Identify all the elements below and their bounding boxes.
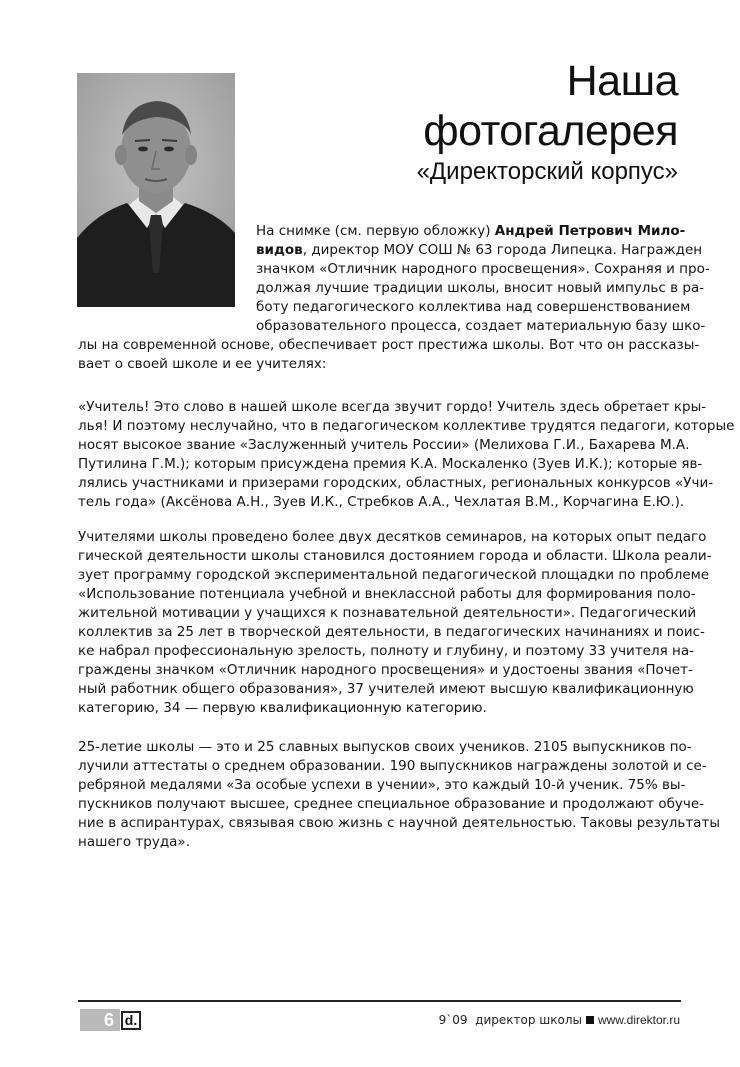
page-title-line-2: фотогалерея [423,107,678,155]
director-name-part-2: видов [256,242,303,258]
intro-text: , директор МОУ СОШ № 63 города Липецка. Награжден [302,242,703,258]
magazine-name: директор школы [475,1013,582,1027]
intro-line-3: значком «Отличник народного просвещения». Сохраняя и про- [256,261,710,277]
paragraph-line: 25-летие школы — это и 25 славных выпусков своих учеников. 2105 выпускников по- [78,739,692,755]
quote-line: носят высокое звание «Заслуженный учитель России» (Мелихова Г.И., Бахарева М.А. [78,437,690,453]
paragraph-line: зует программу городской экспериментальной педагогической площадки по проблеме [78,567,710,583]
intro-line-5: боту педагогического коллектива над совершенствованием [256,299,691,315]
magazine-logo-icon: d. [121,1011,141,1030]
paragraph-line: категорию, 34 — первую квалификационную категорию. [78,700,487,716]
footer-divider [78,1000,681,1002]
issue-number: 9`09 [438,1013,468,1027]
intro-line-2 [256,241,702,259]
magazine-url-link[interactable]: www.direktor.ru [597,1013,680,1027]
paragraph-line: ребряной медалями «За особые успехи в учении», это каждый 10-й ученик. 75% вы- [78,777,686,793]
intro-line-1 [256,222,685,240]
paragraph-line: ный работник общего образования», 37 учителей имеют высшую квалификационную [78,681,694,697]
paragraph-line: «Использование потенциала учебной и внеклассной работы для формирования поло- [78,586,696,602]
quote-line: Путилина Г.М.); которым присуждена премия К.А. Москаленко (Зуев И.К.); которые яв- [78,456,703,472]
paragraph-line: нашего труда». [78,834,190,850]
paragraph-line: пускников получают высшее, среднее специальное образование и продолжают обуче- [78,796,705,812]
quote-line: лялись участниками и призерами городских, областных, региональных конкурсов «Учи- [78,475,714,491]
intro-line-4: должая лучшие традиции школы, вносит новый импульс в ра- [256,280,705,296]
footer-masthead [439,1013,680,1027]
paragraph-line: коллектив за 25 лет в творческой деятельности, в педагогических начинаниях и поис- [78,624,705,640]
paragraph-line: жительной мотивации у учащихся к познавательной деятельности». Педагогический [78,605,697,621]
quote-line: лья! И поэтому неслучайно, что в педагогическом коллективе трудятся педагоги, которые [78,418,735,434]
portrait-photo [77,73,235,307]
portrait-illustration [77,73,235,307]
paragraph-line: лучили аттестаты о среднем образовании. 190 выпускников награждены золотой и се- [78,758,707,774]
quote-line: «Учитель! Это слово в нашей школе всегда звучит гордо! Учитель здесь обретает кры- [78,399,707,415]
square-bullet-icon [586,1016,594,1024]
director-name-part-1: Андрей Петрович Мило- [494,223,686,239]
intro-line-7: лы на современной основе, обеспечивает рост престижа школы. Вот что он рассказы- [78,337,700,353]
intro-lead-text: На снимке (см. первую обложку) [256,223,495,239]
quote-line: тель года» (Аксёнова А.Н., Зуев И.К., Стребков А.А., Чехлатая В.М., Корчагина Е.Ю.). [78,494,685,510]
page-number: 6 [80,1009,120,1031]
paragraph-line: ние в аспирантурах, связывая свою жизнь с научной деятельностью. Таковы результаты [78,815,720,831]
paragraph-line: Учителями школы проведено более двух десятков семинаров, на которых опыт педаго [78,529,707,545]
paragraph-line: граждены значком «Отличник народного просвещения» и удостоены звания «Почет- [78,662,693,678]
intro-line-8: вает о своей школе и ее учителях: [78,356,327,372]
page-subtitle: «Директорский корпус» [416,158,678,185]
paragraph-line: гической деятельности школы становился достоянием города и области. Школа реали- [78,548,712,564]
page-title-line-1: Наша [566,57,678,105]
intro-line-6: образовательного процесса, создает материальную базу шко- [256,318,706,334]
paragraph-line: ке набрал профессиональную зрелость, полноту и глубину, и поэтому 33 учителя на- [78,643,694,659]
